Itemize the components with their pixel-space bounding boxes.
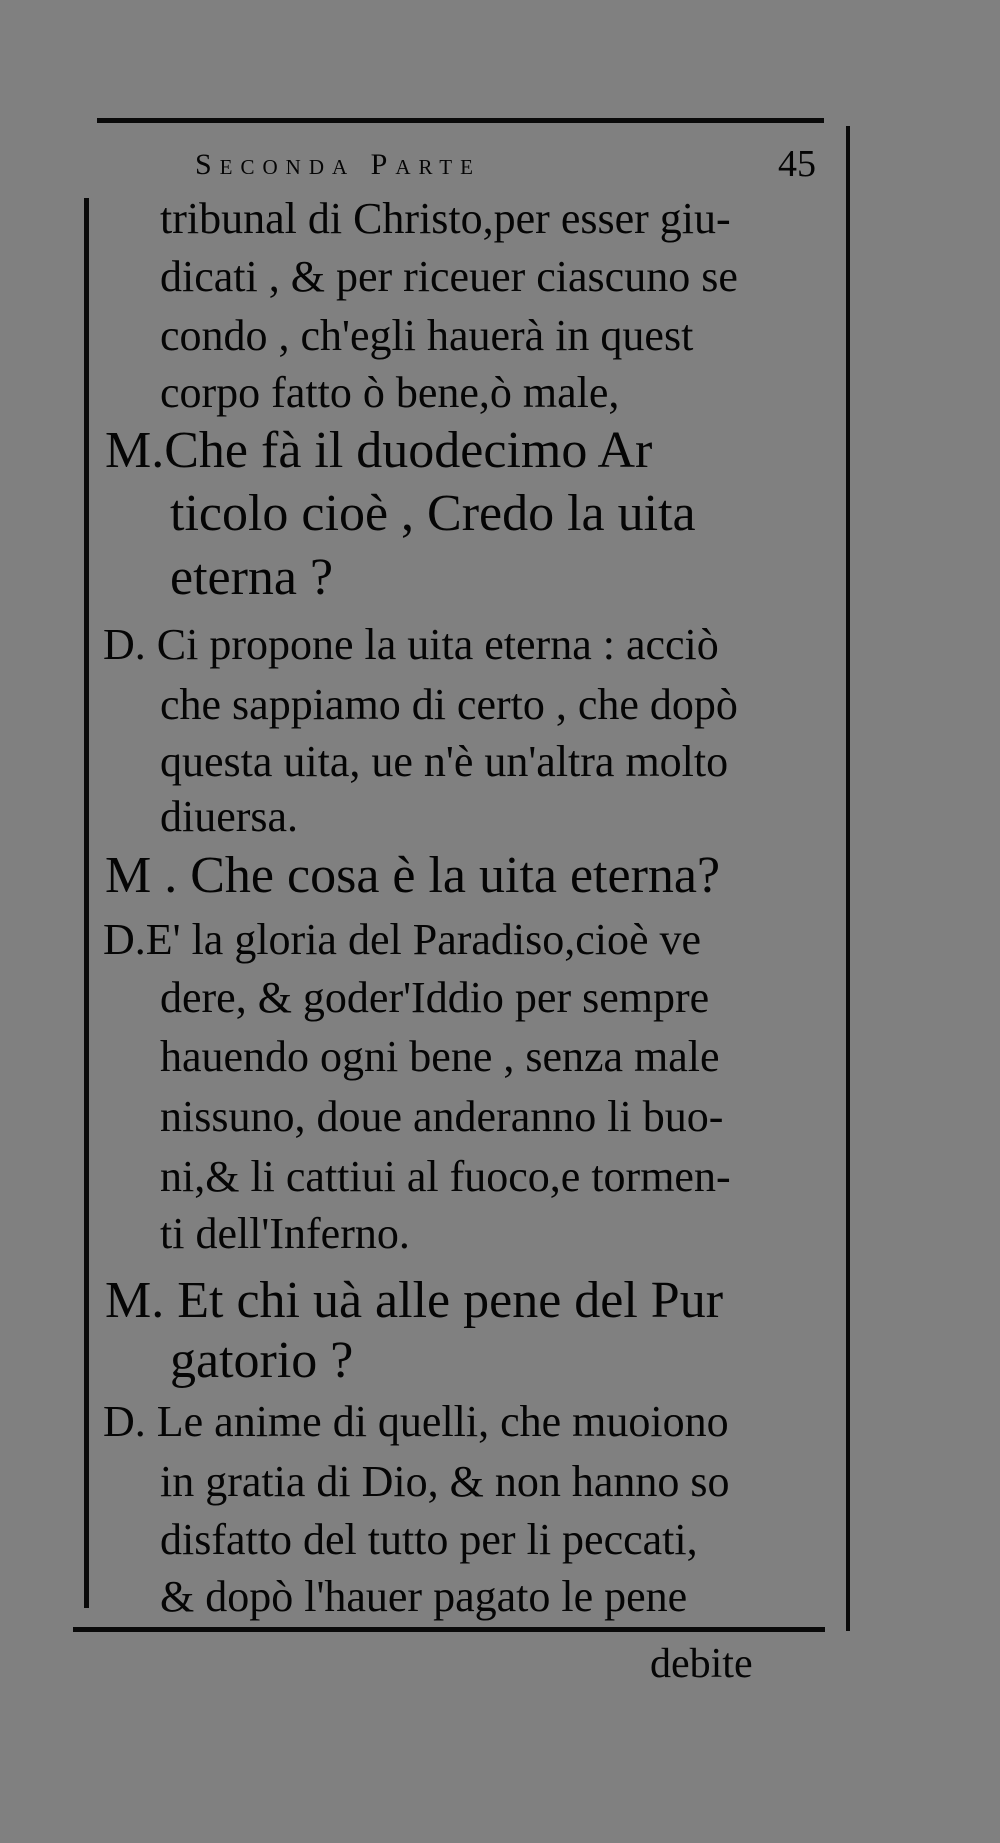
answer-line: D. Ci propone la uita eterna : acciò — [103, 620, 719, 669]
page-number: 45 — [778, 143, 816, 185]
answer-line: hauendo ogni bene , senza male — [160, 1032, 720, 1081]
text-line: corpo fatto ò bene,ò male, — [160, 368, 620, 417]
answer-line: & dopò l'hauer pagato le pene — [160, 1572, 688, 1621]
answer-line: disfatto del tutto per li peccati, — [160, 1515, 698, 1564]
text-line: tribunal di Christo,per esser giu- — [160, 194, 731, 243]
answer-line: che sappiamo di certo , che dopò — [160, 680, 738, 729]
bottom-rule — [73, 1627, 825, 1632]
top-rule — [97, 118, 824, 123]
question-line: M . Che cosa è la uita eterna? — [105, 847, 721, 904]
answer-line: diuersa. — [160, 792, 299, 841]
question-line: ticolo cioè , Credo la uita — [170, 485, 696, 542]
answer-line: ni,& li cattiui al fuoco,e tormen- — [160, 1152, 731, 1201]
catchword: debite — [650, 1641, 753, 1687]
text-line: condo , ch'egli hauerà in quest — [160, 311, 694, 360]
answer-line: D. Le anime di quelli, che muoiono — [103, 1397, 729, 1446]
question-line: M. Et chi uà alle pene del Pur — [105, 1272, 724, 1329]
text-line: dicati , & per riceuer ciascuno se — [160, 252, 738, 301]
answer-line: D.E' la gloria del Paradiso,cioè ve — [103, 915, 702, 964]
answer-line: dere, & goder'Iddio per sempre — [160, 973, 710, 1022]
answer-line: questa uita, ue n'è un'altra molto — [160, 737, 729, 786]
running-title: Seconda Parte — [195, 148, 481, 181]
question-line: eterna ? — [170, 549, 334, 606]
answer-line: in gratia di Dio, & non hanno so — [160, 1457, 730, 1506]
question-line: M.Che fà il duodecimo Ar — [105, 422, 653, 479]
question-line: gatorio ? — [170, 1332, 354, 1389]
answer-line: ti dell'Inferno. — [160, 1209, 410, 1258]
left-border — [84, 198, 89, 1608]
answer-line: nissuno, doue anderanno li buo- — [160, 1092, 724, 1141]
right-border — [846, 126, 850, 1631]
